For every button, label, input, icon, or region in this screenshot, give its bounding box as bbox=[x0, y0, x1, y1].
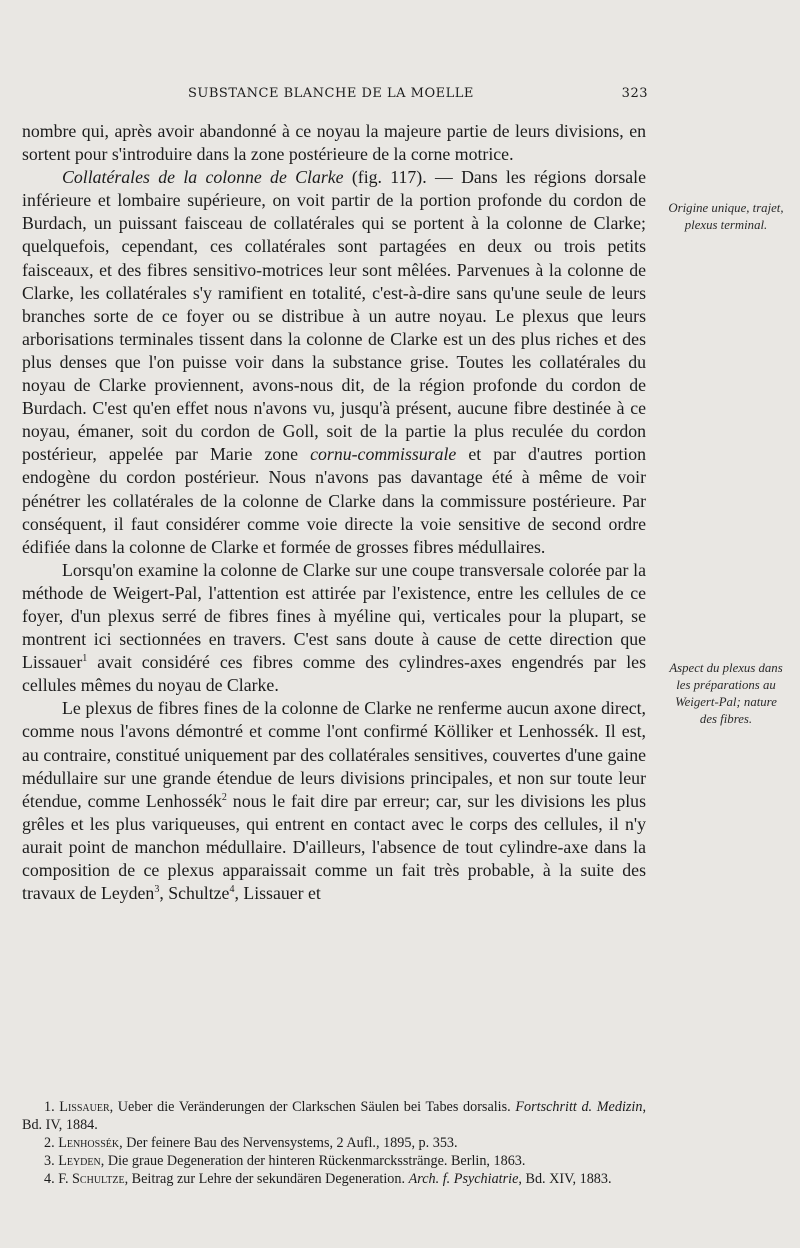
text-run: Lenhossék bbox=[58, 1135, 120, 1151]
paragraph bbox=[22, 166, 646, 559]
footnote bbox=[22, 1098, 646, 1134]
text-run: Lorsqu'on examine la colonne de Clarke sur une coupe transversale colorée par la méthode de Weigert-Pal, l'attention est attirée par l'existence, entre les cellules de ce foyer, d'un plexus serré de fibres fines à myéline qui, verticales pour la plupart, se montrent ici sectionnées en travers. C'est sans doute à cause de cette direction que Lissauer bbox=[22, 559, 646, 673]
text-run: Fortschritt d. Medizin bbox=[515, 1099, 643, 1115]
text-run: , Der feinere Bau des Nervensystems, 2 Aufl., 1895, p. 353. bbox=[119, 1135, 458, 1151]
text-run: 3. bbox=[44, 1153, 59, 1169]
margin-note: Aspect du plexus dans les préparations au Weigert-Pal; nature des fibres. bbox=[669, 661, 783, 726]
text-run: , Bd. XIV, 1883. bbox=[518, 1171, 612, 1187]
footnote-ref: 3 bbox=[154, 884, 160, 896]
text-run: Leyden bbox=[58, 1153, 101, 1169]
text-run: , Schultze bbox=[159, 883, 230, 904]
text-run: nombre qui, après avoir abandonné à ce noyau la majeure partie de leurs divisions, en sortent pour s'introduire dans la zone postérieure de la corne motrice. bbox=[22, 121, 646, 165]
footnote-ref: 1 bbox=[82, 653, 88, 665]
text-run: (fig. 117). — Dans les régions dorsale inférieure et lombaire supérieure, on voit partir de la portion profonde du cordon de Burdach, un puissant faisceau de collatérales qui se portent à la colonne de Clarke; quelquefois, cependant, ces collatérales sont partagées en deux ou trois petits faisceaux, et des fibres sensitivo-motrices leur sont mêlées. Parvenues à la colonne de Clarke, les collatérales s'y ramifient en totalité, c'est-à-dire sans qu'une seule de leurs branches sorte de ce foyer ou se distribue à un autre noyau. Le plexus que leurs arborisations terminales tissent dans la colonne de Clarke est un des plus riches et des plus denses que l'on puisse voir dans la substance grise. Toutes les collatérales du noyau de Clarke proviennent, avons-nous dit, de la région profonde du cordon de Burdach. C'est qu'en effet nous n'avons vu, jusqu'à présent, aucune fibre destinée à ce noyau, émaner, soit du cordon de Goll, soit de la partie la plus reculée du cordon postérieur, appelée par Marie zone bbox=[22, 167, 646, 465]
text-run: , Beitrag zur Lehre der sekundären Degeneration. bbox=[124, 1171, 409, 1187]
text-run: avait considéré ces fibres comme des cylindres-axes engendrés par les cellules mêmes du noyau de Clarke. bbox=[22, 652, 646, 696]
main-text bbox=[22, 120, 646, 905]
text-run: 2. bbox=[44, 1135, 59, 1151]
text-run: cornu-commissurale bbox=[310, 444, 457, 465]
text-run: , Ueber die Veränderungen der Clarkschen Säulen bei Tabes dorsalis. bbox=[109, 1099, 516, 1115]
paragraph bbox=[22, 120, 646, 166]
text-run: Lissauer bbox=[59, 1099, 110, 1115]
text-run: Schultze bbox=[72, 1171, 125, 1187]
footnote-ref: 4 bbox=[229, 884, 235, 896]
paragraph bbox=[22, 697, 646, 905]
text-run: 1. bbox=[44, 1099, 60, 1115]
text-run: Arch. f. Psychiatrie bbox=[408, 1171, 519, 1187]
page-number: 323 bbox=[621, 86, 648, 101]
footnote bbox=[22, 1134, 646, 1152]
footnote bbox=[22, 1152, 646, 1170]
text-run: 4. F. bbox=[44, 1171, 73, 1187]
text-run: nous le fait dire par erreur; car, sur les divisions les plus grêles et les plus variqueuses, qui entrent en contact avec le corps des cellules, il n'y aurait point de manchon médullaire. D'ailleurs, l'absence de tout cylindre-axe dans la composition de ce plexus apparaissait comme un fait très probable, à la suite des travaux de Leyden bbox=[22, 790, 646, 904]
text-run: , Die graue Degeneration der hinteren Rückenmarcksstränge. Berlin, 1863. bbox=[100, 1153, 526, 1169]
footnote bbox=[22, 1170, 646, 1188]
running-title: SUBSTANCE BLANCHE DE LA MOELLE bbox=[188, 86, 474, 101]
text-run: Le plexus de fibres fines de la colonne de Clarke ne renferme aucun axone direct, comme nous l'avons démontré et comme l'ont confirmé Kölliker et Lenhossék. Il est, au contraire, constitué uniquement par des collatérales sensitives, couvertes d'une gaine médullaire sur une grande étendue de leurs divisions principales, et non sur toute leur étendue, comme Lenhossék bbox=[22, 698, 646, 811]
text-run: , Bd. IV, 1884. bbox=[22, 1099, 646, 1133]
footnotes bbox=[22, 1098, 646, 1188]
text-run: , Lissauer et bbox=[234, 883, 321, 904]
text-run: et par d'autres portion endogène du cordon postérieur. Nous n'avons pas davantage été à même de voir pénétrer les collatérales de la colonne de Clarke dans la commissure postérieure. Par conséquent, il faut considérer comme voie directe la voie sensitive de second ordre édifiée dans la colonne de Clarke et formée de grosses fibres médullaires. bbox=[22, 444, 647, 557]
footnote-ref: 2 bbox=[221, 791, 227, 803]
margin-note: Origine unique, trajet, plexus terminal. bbox=[668, 201, 784, 232]
text-run: Collatérales de la colonne de Clarke bbox=[62, 167, 344, 188]
paragraph bbox=[22, 559, 646, 698]
